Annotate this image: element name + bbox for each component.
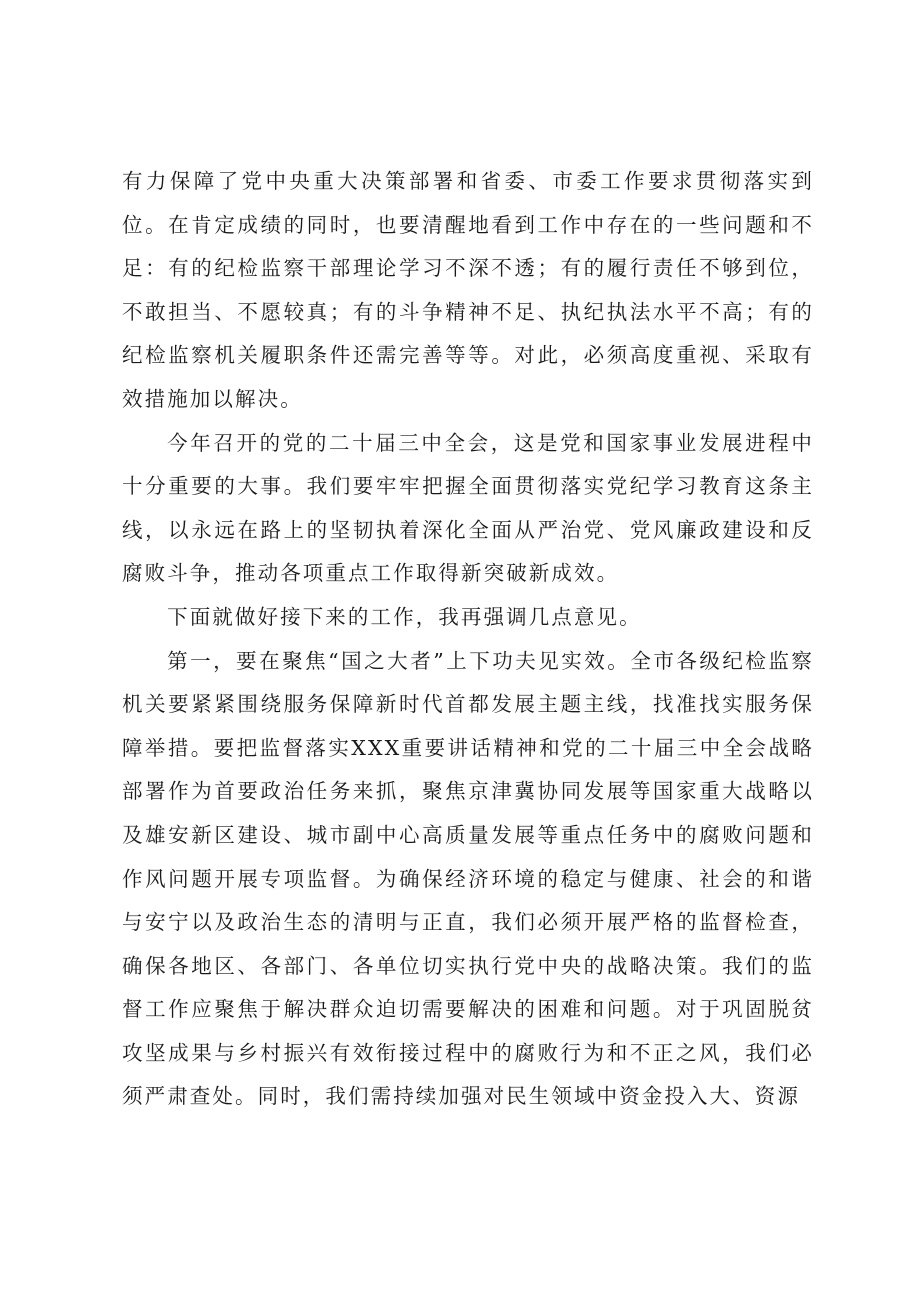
paragraph-3: 下面就做好接下来的工作，我再强调几点意见。 [167,604,642,629]
paragraph-1: 有力保障了党中央重大决策部署和省委、市委工作要求贯彻落实到位。在肯定成绩的同时，也要清醒地看到工作中存在的一些问题和不足：有的纪检监察干部理论学习不深不透；有的履行责任不够到位，不敢担当、不愿较真；有的斗争精神不足、执纪执法水平不高；有的纪检监察机关履职条件还需完善等等。对此，必须高度重视、采取有效措施加以解决。 [122,169,814,411]
document-body [122,160,814,1119]
paragraph-2: 今年召开的党的二十届三中全会，这是党和国家事业发展进程中十分重要的大事。我们要牢牢把握全面贯彻落实党纪学习教育这条主线，以永远在路上的坚韧执着深化全面从严治党、党风廉政建设和反腐败斗争，推动各项重点工作取得新突破新成效。 [122,430,814,586]
paragraph-4: 第一，要在聚焦“国之大者”上下功夫见实效。全市各级纪检监察机关要紧紧围绕服务保障新时代首都发展主题主线，找准找实服务保障举措。要把监督落实XXX重要讲话精神和党的二十届三中全会战略部署作为首要政治任务来抓，聚焦京津冀协同发展等国家重大战略以及雄安新区建设、城市副中心高质量发展等重点任务中的腐败问题和作风问题开展专项监督。为确保经济环境的稳定与健康、社会的和谐与安宁以及政治生态的清明与正直，我们必须开展严格的监督检查，确保各地区、各部门、各单位切实执行党中央的战略决策。我们的监督工作应聚焦于解决群众迫切需要解决的困难和问题。对于巩固脱贫攻坚成果与乡村振兴有效衔接过程中的腐败行为和不正之风，我们必须严肃查处。同时，我们需持续加强对民生领域中资金投入大、资源 [122,648,814,1109]
